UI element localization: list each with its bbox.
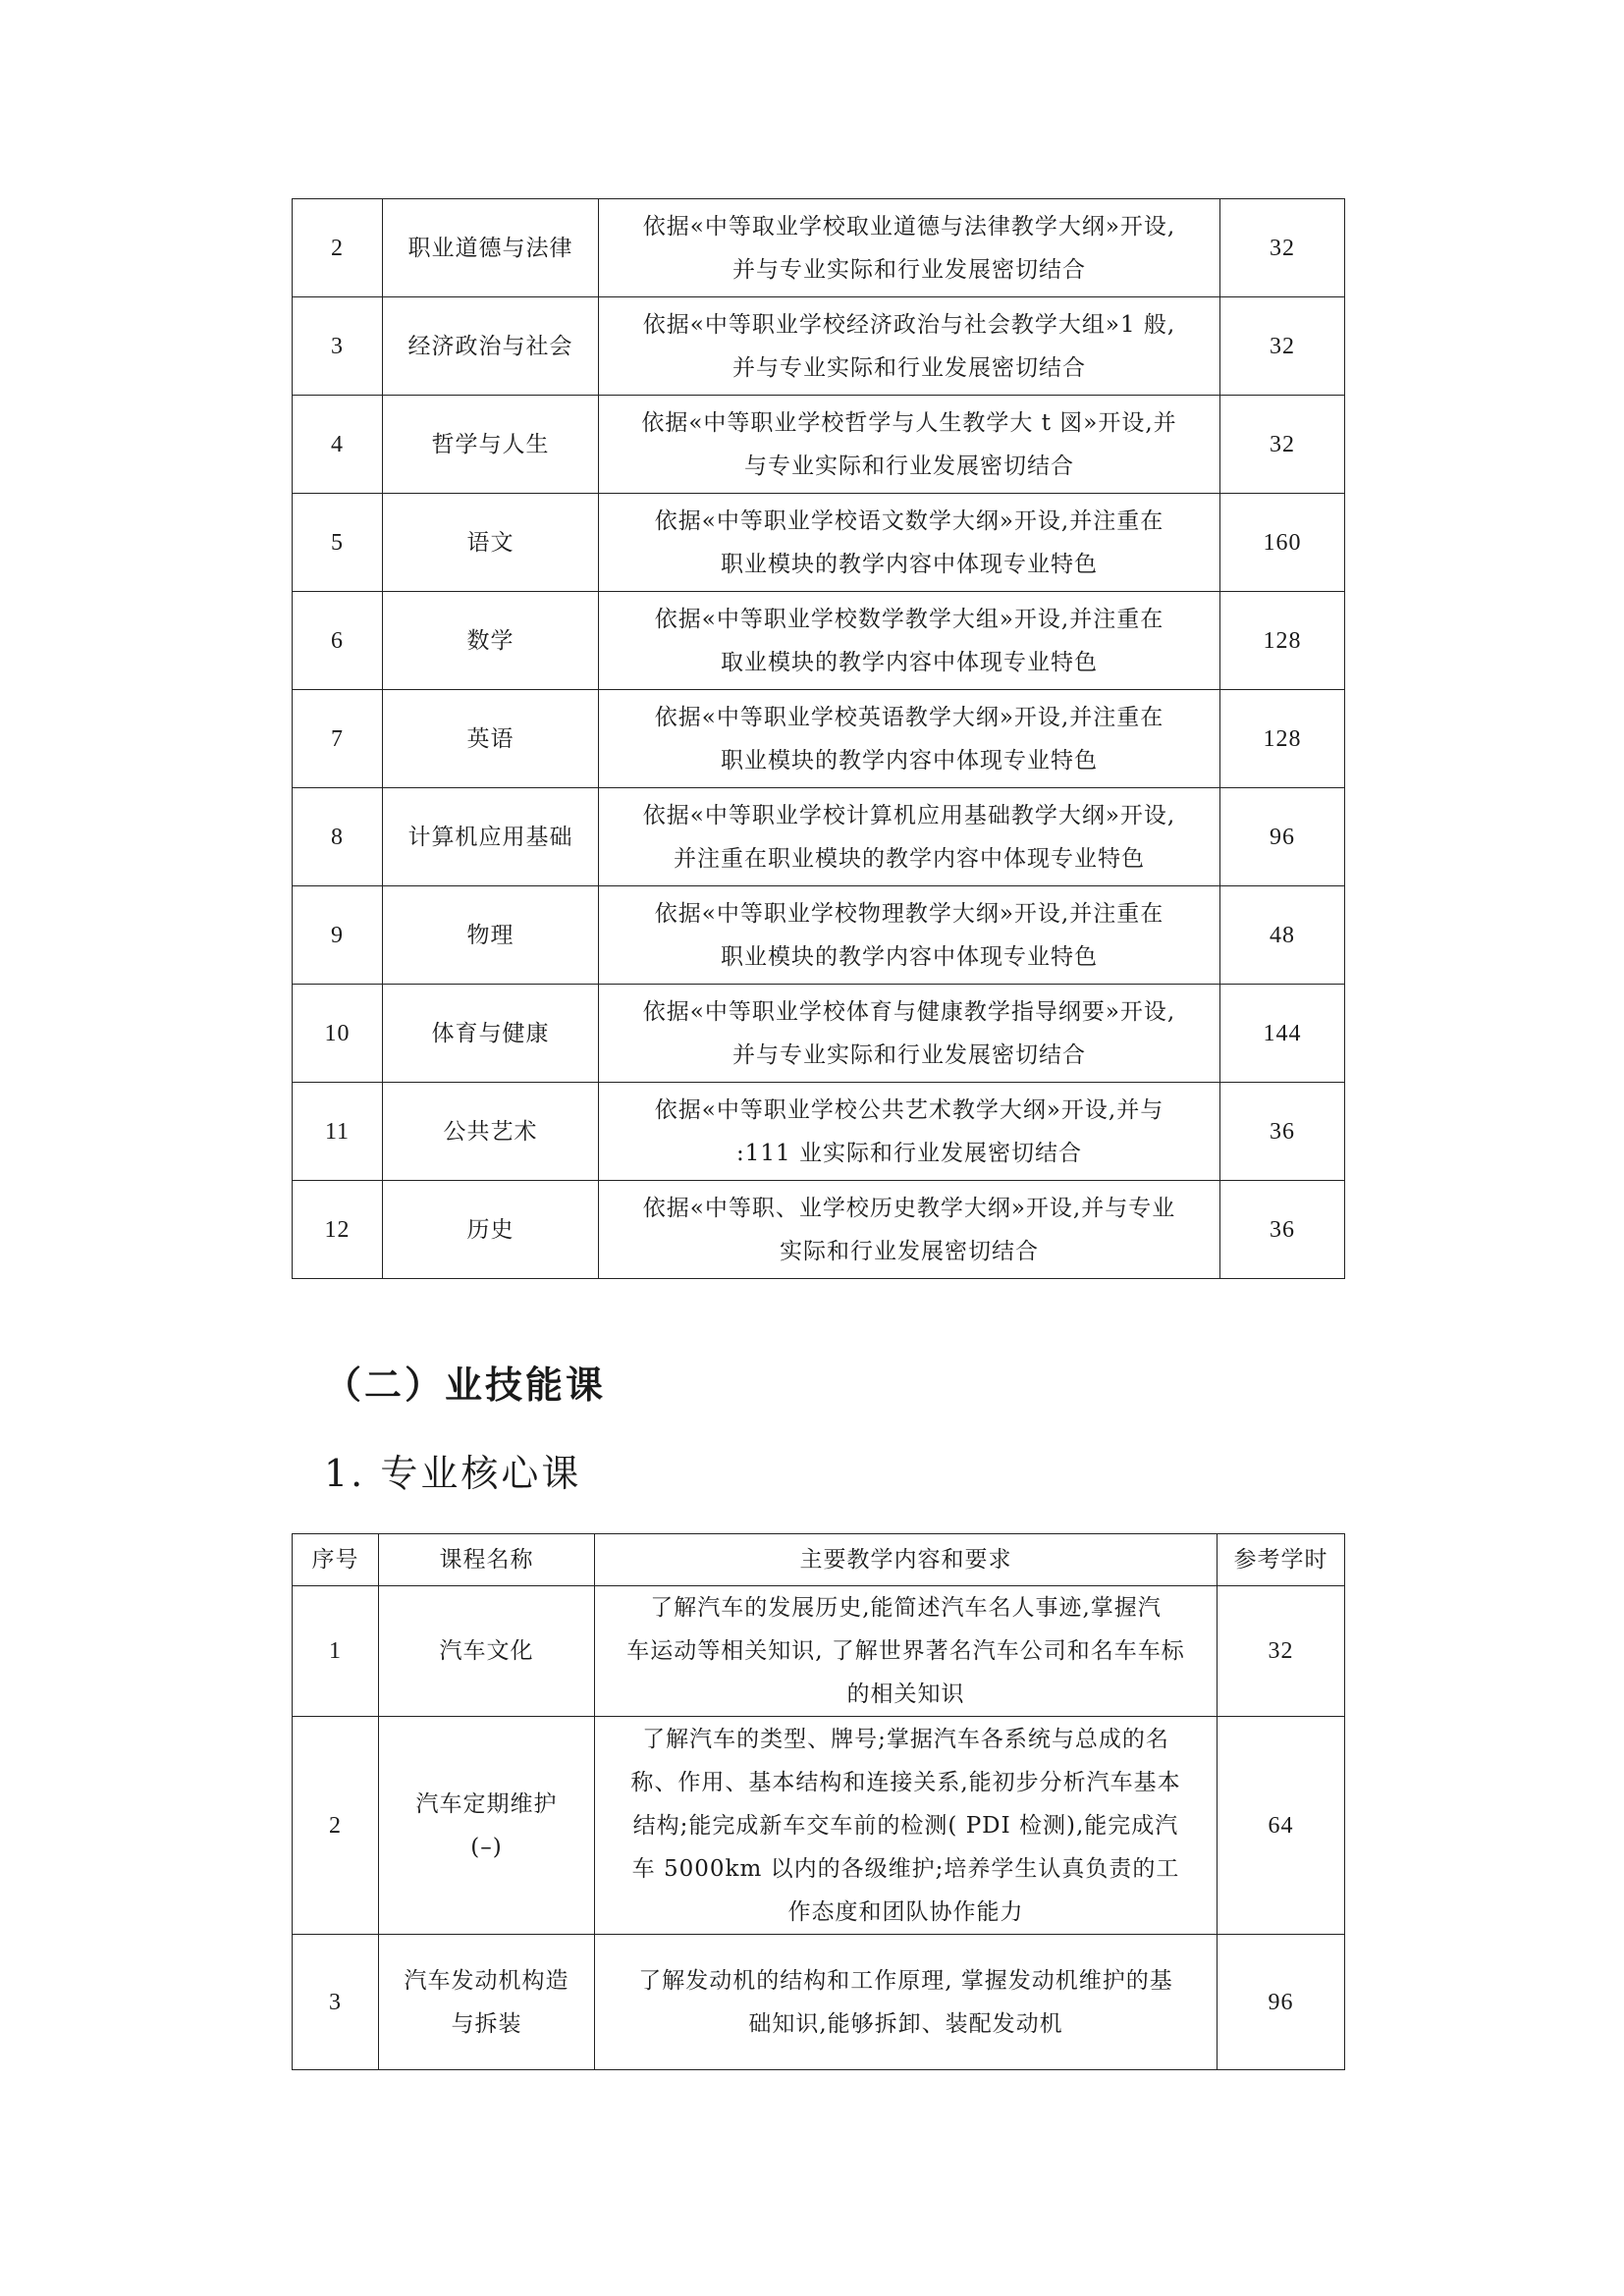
subsection-title: 1. 专业核心课 (324, 1452, 582, 1495)
course-content-line: 依据«中等取业学校取业道德与法律教学大纲»开设, (642, 213, 1176, 240)
course-name: 公共艺术 (383, 1083, 599, 1181)
header-hours: 参考学时 (1218, 1534, 1345, 1586)
row-number: 6 (293, 592, 383, 690)
course-content-line: 称、作用、基本结构和连接关系,能初步分析汽车基本 (630, 1769, 1181, 1795)
row-number: 8 (293, 788, 383, 886)
course-hours: 32 (1220, 297, 1345, 396)
row-number: 2 (293, 1717, 379, 1935)
course-content-line: 结构;能完成新车交车前的检测( PDI 检测),能完成汽 (632, 1812, 1179, 1839)
header-content: 主要教学内容和要求 (595, 1534, 1218, 1586)
course-content-line: 取业模块的教学内容中体现专业特色 (721, 649, 1098, 675)
course-content (599, 1083, 1220, 1181)
course-hours: 64 (1218, 1717, 1345, 1935)
course-hours: 160 (1220, 494, 1345, 592)
course-content (599, 690, 1220, 788)
course-name: 职业道德与法律 (383, 199, 599, 297)
course-hours: 128 (1220, 592, 1345, 690)
course-hours: 36 (1220, 1181, 1345, 1279)
course-name: 物理 (383, 886, 599, 985)
course-name-line: 与拆装 (451, 2010, 522, 2037)
course-content-line: 并与专业实际和行业发展密切结合 (732, 354, 1086, 381)
course-hours: 144 (1220, 985, 1345, 1083)
row-number: 2 (293, 199, 383, 297)
course-content (595, 1717, 1218, 1935)
row-number: 9 (293, 886, 383, 985)
course-content (599, 297, 1220, 396)
course-content-line: 的相关知识 (846, 1682, 965, 1707)
table-row (293, 985, 1345, 1083)
course-content-line: 依据«中等职业学校物理教学大纲»开设,并注重在 (654, 900, 1164, 927)
course-name (379, 1717, 595, 1935)
course-content (595, 1935, 1218, 2070)
course-content-line: 依据«中等职业学校数学教学大组»开设,并注重在 (654, 606, 1164, 632)
course-hours: 32 (1218, 1586, 1345, 1717)
course-name: 英语 (383, 690, 599, 788)
course-content-line: 车 5000km 以内的各级维护;培养学生认真负责的工 (631, 1855, 1180, 1882)
course-content-line: 依据«中等职业学校语文数学大纲»开设,并注重在 (654, 507, 1164, 534)
course-content (599, 886, 1220, 985)
row-number: 11 (293, 1083, 383, 1181)
course-content (599, 592, 1220, 690)
course-content (599, 494, 1220, 592)
course-content-line: 依据«中等职业学校英语教学大纲»开设,并注重在 (654, 704, 1164, 730)
course-content-line: 依据«中等职业学校体育与健康教学指导纲要»开设, (642, 998, 1176, 1025)
course-content-line: 职业模块的教学内容中体现专业特色 (721, 943, 1098, 970)
course-name: 体育与健康 (383, 985, 599, 1083)
course-name-line: 汽车定期维护 (415, 1790, 558, 1817)
course-name-line: 汽车发动机构造 (404, 1967, 569, 1994)
section-title: （二）业技能课 (324, 1362, 607, 1407)
table-row (293, 788, 1345, 886)
course-content-line: 依据«中等职业学校计算机应用基础教学大纲»开设, (642, 802, 1176, 828)
row-number: 10 (293, 985, 383, 1083)
course-name: 计算机应用基础 (383, 788, 599, 886)
course-content (595, 1586, 1218, 1717)
course-name: 数学 (383, 592, 599, 690)
course-content-line: 依据«中等职业学校哲学与人生教学大 t 図»开设,并 (641, 409, 1177, 436)
course-content-line: 车运动等相关知识, 了解世界著名汽车公司和名车车标 (626, 1638, 1185, 1664)
course-name (379, 1935, 595, 2070)
course-content (599, 396, 1220, 494)
row-number: 12 (293, 1181, 383, 1279)
course-content (599, 985, 1220, 1083)
header-no: 序号 (293, 1534, 379, 1586)
table-row (293, 199, 1345, 297)
course-content-line: 依据«中等职业学校经济政治与社会教学大组»1 般, (642, 311, 1176, 338)
course-content (599, 788, 1220, 886)
course-content-line: 职业模块的教学内容中体现专业特色 (721, 551, 1098, 577)
table-header-row (293, 1534, 1345, 1586)
course-content-line: 并与专业实际和行业发展密切结合 (732, 1041, 1086, 1068)
course-content-line: :111 业实际和行业发展密切结合 (736, 1140, 1082, 1166)
table-row (293, 886, 1345, 985)
course-name: 哲学与人生 (383, 396, 599, 494)
core-course-table (292, 1533, 1345, 2070)
course-name-line: (–) (470, 1834, 503, 1860)
row-number: 3 (293, 1935, 379, 2070)
row-number: 5 (293, 494, 383, 592)
course-name: 历史 (383, 1181, 599, 1279)
course-content-line: 并与专业实际和行业发展密切结合 (732, 256, 1086, 283)
public-course-table (292, 198, 1345, 1279)
table-row (293, 1935, 1345, 2070)
table-row (293, 1181, 1345, 1279)
course-hours: 48 (1220, 886, 1345, 985)
course-content (599, 199, 1220, 297)
course-name: 经济政治与社会 (383, 297, 599, 396)
course-hours: 96 (1220, 788, 1345, 886)
course-name-line: 汽车文化 (439, 1638, 534, 1664)
course-name: 语文 (383, 494, 599, 592)
row-number: 1 (293, 1586, 379, 1717)
course-content-line: 职业模块的教学内容中体现专业特色 (721, 747, 1098, 774)
table-row (293, 1083, 1345, 1181)
course-content-line: 依据«中等职、业学校历史教学大纲»开设,并与专业 (642, 1195, 1176, 1221)
course-hours: 128 (1220, 690, 1345, 788)
table-row (293, 1586, 1345, 1717)
table-row (293, 494, 1345, 592)
course-content (599, 1181, 1220, 1279)
row-number: 3 (293, 297, 383, 396)
course-hours: 32 (1220, 199, 1345, 297)
table-row (293, 297, 1345, 396)
course-content-line: 了解汽车的类型、牌号;掌据汽车各系统与总成的名 (642, 1726, 1169, 1752)
table-row (293, 592, 1345, 690)
course-content-line: 与专业实际和行业发展密切结合 (744, 453, 1074, 479)
table-row (293, 1717, 1345, 1935)
course-content-line: 实际和行业发展密切结合 (780, 1238, 1039, 1264)
course-hours: 32 (1220, 396, 1345, 494)
course-content-line: 础知识,能够拆卸、装配发动机 (748, 2010, 1063, 2037)
table-row (293, 690, 1345, 788)
row-number: 7 (293, 690, 383, 788)
course-hours: 36 (1220, 1083, 1345, 1181)
header-name: 课程名称 (379, 1534, 595, 1586)
course-content-line: 作态度和团队协作能力 (787, 1898, 1024, 1925)
course-content-line: 依据«中等职业学校公共艺术教学大纲»开设,并与 (654, 1096, 1164, 1123)
course-content-line: 了解汽车的发展历史,能简述汽车名人事迹,掌握汽 (650, 1595, 1162, 1621)
course-content-line: 并注重在职业模块的教学内容中体现专业特色 (674, 845, 1145, 872)
table-row (293, 396, 1345, 494)
course-content-line: 了解发动机的结构和工作原理, 掌握发动机维护的基 (638, 1967, 1173, 1994)
row-number: 4 (293, 396, 383, 494)
course-name (379, 1586, 595, 1717)
course-hours: 96 (1218, 1935, 1345, 2070)
